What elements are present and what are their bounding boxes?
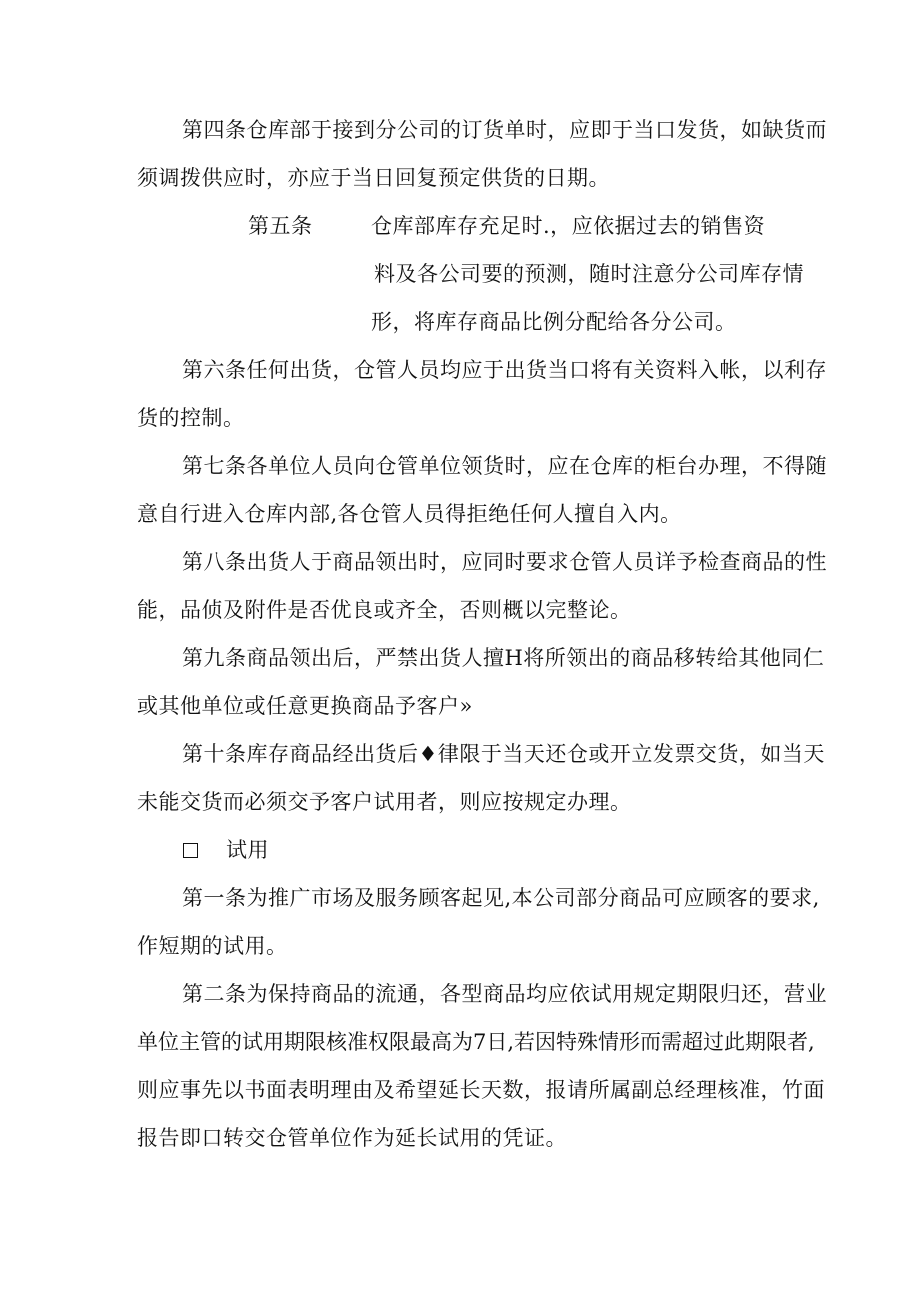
section-title: 试用 — [226, 838, 269, 862]
article-7-line-1: 第七条各单位人员向仓管单位领货时，应在仓库的柜台办理，不得随 — [182, 454, 827, 478]
trial-article-2-line-4: 报告即口转交仓管单位作为延长试用的凭证。 — [137, 1126, 567, 1150]
trial-article-2-line-2: 单位主管的试用期限核准权限最高为7日,若因特殊情形而需超过此期限者, — [137, 1030, 815, 1054]
article-10-line-2: 未能交货而必须交予客户试用者，则应按规定办理。 — [137, 790, 632, 814]
article-9-line-1: 第九条商品领出后，严禁出货人擅H将所领出的商品移转给其他同仁 — [182, 646, 825, 670]
article-7-line-2: 意自行进入仓库内部,各仓管人员得拒绝任何人擅自入内。 — [137, 502, 682, 526]
article-5-label: 第五条 — [248, 214, 313, 238]
article-8-line-2: 能，品侦及附件是否优良或齐全，否则概以完整论。 — [137, 598, 632, 622]
trial-article-2-line-3: 则应事先以书面表明理由及希望延长天数，报请所属副总经理核准，竹面 — [137, 1078, 825, 1102]
section-checkbox-icon — [183, 843, 198, 858]
article-4-line-1: 第四条仓库部于接到分公司的订货单时，应即于当口发货，如缺货而 — [182, 118, 827, 142]
article-10-line-1: 第十条库存商品经出货后♦律限于当天还仓或开立发票交货，如当天 — [182, 742, 825, 766]
article-5-line-1: 仓库部库存充足时.，应依据过去的销售资 — [371, 214, 766, 238]
article-5-line-2: 料及各公司要的预测，随时注意分公司库存情 — [374, 262, 804, 286]
article-8-line-1: 第八条出货人于商品领出时，应同时要求仓管人员详予检查商品的性 — [182, 550, 827, 574]
trial-article-1-line-1: 第一条为推广市场及服务顾客起见,本公司部分商品可应顾客的要求, — [182, 886, 820, 910]
trial-article-2-line-1: 第二条为保持商品的流通，各型商品均应依试用规定期限归还，营业 — [182, 982, 827, 1006]
article-6-line-2: 货的控制。 — [137, 406, 245, 430]
article-9-line-2: 或其他单位或任意更换商品予客户» — [137, 694, 473, 718]
article-6-line-1: 第六条任何出货，仓管人员均应于出货当口将有关资料入帐，以利存 — [182, 358, 827, 382]
article-4-line-2: 须调拨供应时，亦应于当日回复预定供货的日期。 — [137, 166, 610, 190]
article-5-line-3: 形，将库存商品比例分配给各分公司。 — [371, 310, 737, 334]
trial-article-1-line-2: 作短期的试用。 — [137, 934, 288, 958]
